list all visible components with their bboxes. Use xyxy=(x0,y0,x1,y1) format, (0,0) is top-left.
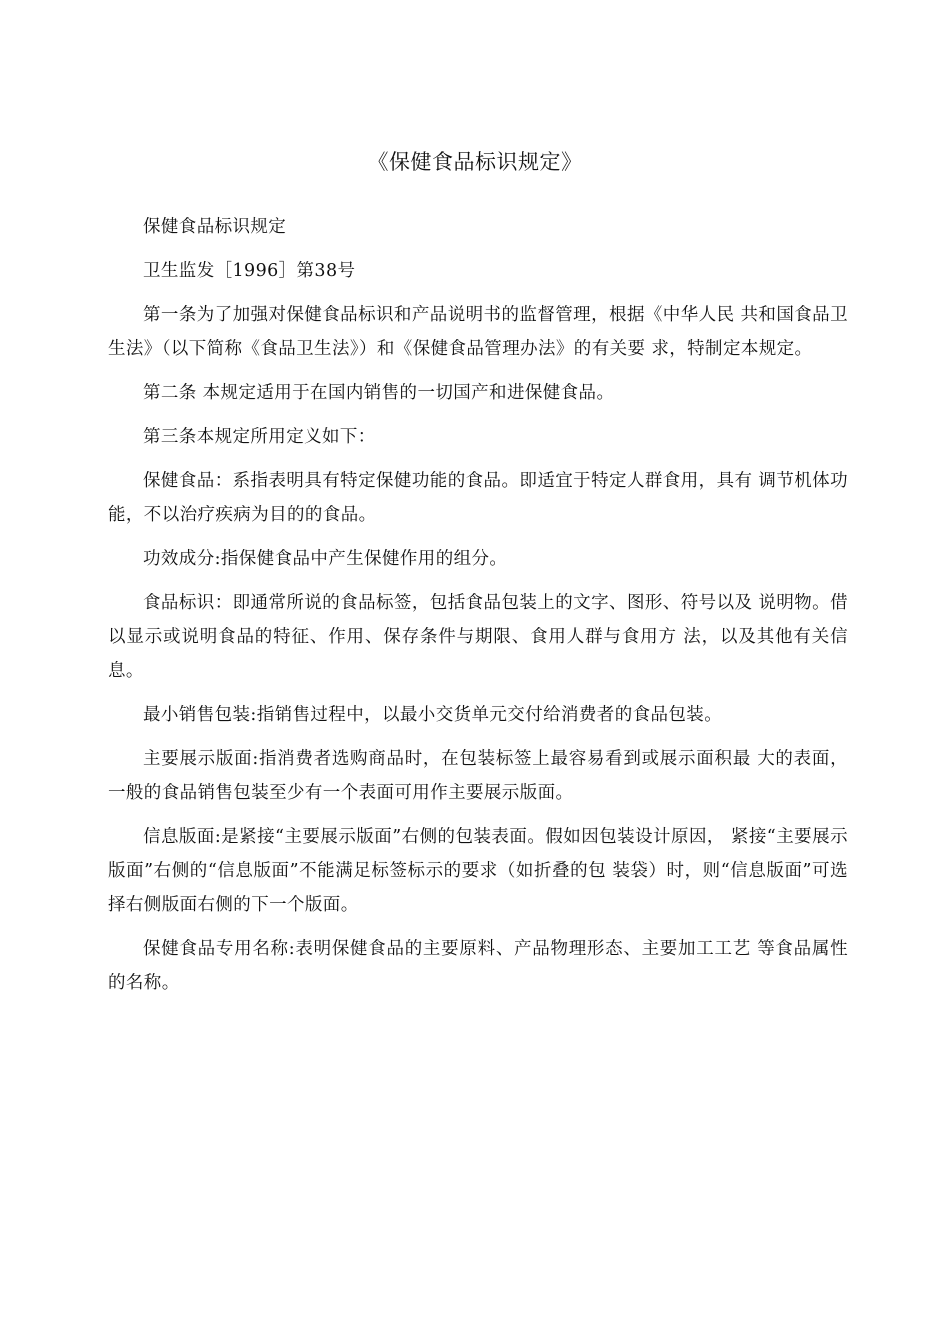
paragraph-article-3: 第三条本规定所用定义如下： xyxy=(143,427,376,447)
document-body xyxy=(108,210,848,1010)
paragraph-heading: 保健食品标识规定 xyxy=(143,217,287,237)
paragraph-definition-main-display-panel: 主要展示版面:指消费者选购商品时，在包装标签上最容易看到或展示面积最 大的表面，一般的食品销售包装至少有一个表面可用作主要展示版面。 xyxy=(108,749,848,803)
paragraph-definition-food-label: 食品标识：即通常所说的食品标签，包括食品包装上的文字、图形、符号以及 说明物。借以显示或说明食品的特征、作用、保存条件与期限、食用人群与食用方 法，以及其他有关信息。 xyxy=(108,593,848,681)
paragraph-definition-health-food: 保健食品：系指表明具有特定保健功能的食品。即适宜于特定人群食用，具有 调节机体功能，不以治疗疾病为目的的食品。 xyxy=(108,471,848,525)
paragraph-article-2: 第二条 本规定适用于在国内销售的一切国产和进保健食品。 xyxy=(143,383,615,403)
paragraph-definition-information-panel: 信息版面:是紧接“主要展示版面”右侧的包装表面。假如因包装设计原因， 紧接“主要展示版面”右侧的“信息版面”不能满足标签标示的要求（如折叠的包 装袋）时，则“信息版面”可选择右侧版面右侧的下一个版面。 xyxy=(108,827,848,915)
paragraph-article-1: 第一条为了加强对保健食品标识和产品说明书的监督管理，根据《中华人民 共和国食品卫生法》（以下简称《食品卫生法》）和《保健食品管理办法》的有关要 求，特制定本规定。 xyxy=(108,305,848,359)
document-title: 《保健食品标识规定》 xyxy=(367,150,583,174)
paragraph-definition-special-name: 保健食品专用名称:表明保健食品的主要原料、产品物理形态、主要加工工艺 等食品属性的名称。 xyxy=(108,939,848,993)
paragraph-definition-min-sales-package: 最小销售包装:指销售过程中，以最小交货单元交付给消费者的食品包装。 xyxy=(143,705,723,725)
paragraph-document-number: 卫生监发［1996］第38号 xyxy=(143,261,356,281)
paragraph-definition-functional-ingredient: 功效成分:指保健食品中产生保健作用的组分。 xyxy=(143,549,508,569)
